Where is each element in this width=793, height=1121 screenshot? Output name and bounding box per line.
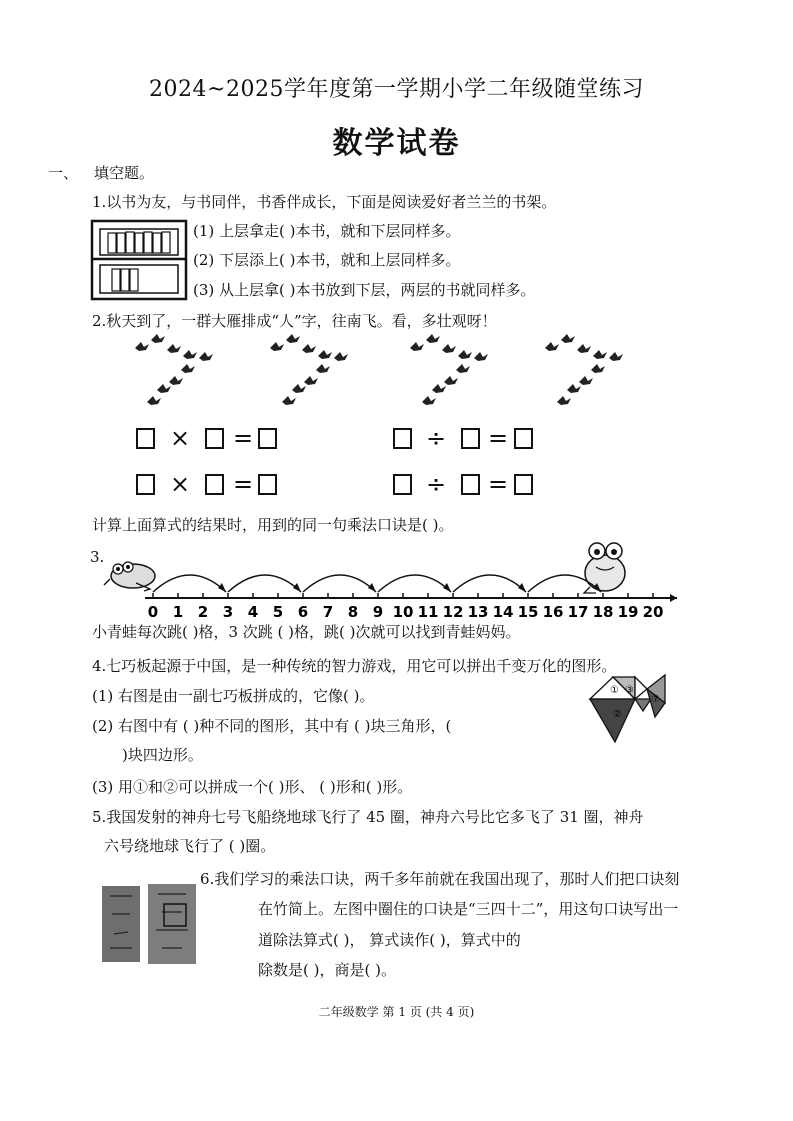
book — [153, 233, 161, 253]
q6-line2: 在竹简上。左图中圈住的口诀是“三四十二”，用这句口诀写出一 — [258, 900, 679, 918]
q1-stem: 1.以书为友，与书同伴，书香伴成长，下面是阅读爱好者兰兰的书架。 — [92, 193, 557, 211]
book — [130, 269, 138, 291]
bamboo-slip — [102, 886, 140, 962]
book — [108, 233, 116, 253]
answer-box[interactable] — [136, 428, 155, 449]
q4-part2-line1: (2) 右图中有 ( )种不同的图形，其中有 ( )块三角形，( — [92, 717, 452, 735]
jump-arrowhead — [443, 583, 451, 592]
number-line-tick-label: 8 — [347, 603, 359, 621]
jump-arc — [453, 575, 526, 592]
number-line-tick-label: 6 — [297, 603, 309, 621]
q6-line3: 道除法算式( )， 算式读作( )，算式中的 — [258, 931, 521, 949]
answer-box[interactable] — [514, 428, 533, 449]
jump-arc — [303, 575, 376, 592]
q1-part2: (2) 下层添上( )本书，就和上层同样多。 — [193, 251, 461, 269]
q2-question: 计算上面算式的结果时，用到的同一句乘法口诀是( )。 — [92, 516, 454, 534]
number-line-tick-label: 3 — [222, 603, 234, 621]
number-line-tick-label: 19 — [617, 603, 639, 621]
q5-line1: 5.我国发射的神舟七号飞船绕地球飞行了 45 圈，神舟六号比它多飞了 31 圈，神舟 — [92, 808, 644, 826]
number-line-tick-label: 10 — [392, 603, 414, 621]
number-line-tick-label: 18 — [592, 603, 614, 621]
equals-sign: = — [233, 470, 254, 498]
book — [112, 269, 120, 291]
number-line-tick-label: 15 — [517, 603, 539, 621]
q5-line2: 六号绕地球飞行了 ( )圈。 — [104, 837, 276, 855]
mother-frog-icon — [584, 543, 625, 593]
book — [117, 233, 125, 253]
small-frog-icon — [104, 562, 155, 591]
book — [162, 232, 170, 253]
jump-arrowhead — [293, 583, 301, 592]
tangram-label: ③ — [625, 685, 634, 696]
answer-box[interactable] — [205, 474, 224, 495]
geese-flock — [410, 334, 488, 405]
q4-part2-line2: )块四边形。 — [122, 746, 203, 764]
bamboo-slip-figure — [102, 884, 196, 964]
number-line-tick-label: 17 — [567, 603, 589, 621]
book — [135, 233, 143, 253]
jump-arc — [228, 575, 301, 592]
section-label: 填空题。 — [94, 164, 155, 182]
tangram-fish-figure — [585, 667, 675, 745]
bamboo-slip — [148, 884, 196, 964]
q2-stem: 2.秋天到了，一群大雁排成“人”字，往南飞。看，多壮观呀！ — [92, 312, 497, 330]
geese-flock — [545, 334, 623, 405]
divide-sign: ÷ — [426, 470, 447, 498]
book — [144, 232, 152, 253]
jump-arrowhead — [218, 583, 226, 592]
number-line-tick-label: 9 — [372, 603, 384, 621]
divide-sign: ÷ — [426, 424, 447, 452]
tangram-piece — [635, 699, 651, 711]
number-line-figure — [100, 535, 700, 625]
jump-arrowhead — [518, 583, 526, 592]
book — [126, 232, 134, 253]
page-footer: 二年级数学 第 1 页 (共 4 页) — [318, 1005, 475, 1019]
q4-part1: (1) 右图是由一副七巧板拼成的，它像( )。 — [92, 687, 375, 705]
multiply-sign: × — [170, 424, 191, 452]
number-line-tick-label: 13 — [467, 603, 489, 621]
tangram-label: ⑦ — [651, 694, 660, 705]
jump-arrowhead — [368, 583, 376, 592]
q1-part3: (3) 从上层拿( )本书放到下层，两层的书就同样多。 — [193, 281, 536, 299]
tangram-label: ① — [610, 685, 619, 696]
equals-sign: = — [488, 424, 509, 452]
tangram-piece — [635, 677, 647, 699]
number-line-tick-label: 12 — [442, 603, 464, 621]
q1-part1: (1) 上层拿走( )本书，就和下层同样多。 — [193, 222, 461, 240]
answer-box[interactable] — [461, 474, 480, 495]
number-line-tick-label: 2 — [197, 603, 209, 621]
book — [121, 269, 129, 291]
top-shelf-books — [108, 232, 170, 253]
exam-header-title: 2024~2025学年度第一学期小学二年级随堂练习 — [149, 77, 644, 102]
jump-arc — [153, 575, 226, 592]
answer-box[interactable] — [393, 474, 412, 495]
jump-arc — [378, 575, 451, 592]
q3-question: 小青蛙每次跳( )格，3 次跳 ( )格，跳( )次就可以找到青蛙妈妈。 — [92, 623, 521, 641]
exam-subject-title: 数学试卷 — [332, 126, 461, 161]
q4-part3: (3) 用①和②可以拼成一个( )形、 ( )形和( )形。 — [92, 778, 413, 796]
number-line-tick-label: 11 — [417, 603, 439, 621]
number-line-tick-label: 4 — [247, 603, 259, 621]
multiply-sign: × — [170, 470, 191, 498]
number-line-tick-label: 20 — [642, 603, 664, 621]
geese-figure — [120, 330, 640, 415]
number-line-tick-label: 14 — [492, 603, 514, 621]
answer-box[interactable] — [393, 428, 412, 449]
equals-sign: = — [488, 470, 509, 498]
answer-box[interactable] — [258, 428, 277, 449]
number-line-tick-label: 16 — [542, 603, 564, 621]
bottom-shelf-books — [112, 269, 138, 291]
q6-line4: 除数是( )，商是( )。 — [258, 961, 396, 979]
q3-number: 3. — [90, 548, 105, 566]
number-line-tick-label: 5 — [272, 603, 284, 621]
equals-sign: = — [233, 424, 254, 452]
geese-flock — [270, 334, 348, 405]
answer-box[interactable] — [461, 428, 480, 449]
number-line-tick-label: 1 — [172, 603, 184, 621]
number-line-tick-label: 0 — [147, 603, 159, 621]
q4-stem: 4.七巧板起源于中国，是一种传统的智力游戏，用它可以拼出千变万化的图形。 — [92, 657, 617, 675]
bookshelf-figure — [90, 219, 188, 301]
answer-box[interactable] — [258, 474, 277, 495]
tangram-label: ② — [613, 709, 622, 720]
geese-flock — [135, 334, 213, 405]
number-line-tick-label: 7 — [322, 603, 334, 621]
tangram-piece — [590, 699, 635, 742]
answer-box[interactable] — [514, 474, 533, 495]
q6-line1: 6.我们学习的乘法口诀，两千多年前就在我国出现了，那时人们把口诀刻 — [200, 870, 680, 888]
answer-box[interactable] — [205, 428, 224, 449]
answer-box[interactable] — [136, 474, 155, 495]
number-line-arrow — [670, 594, 677, 602]
section-number: 一、 — [48, 164, 79, 182]
